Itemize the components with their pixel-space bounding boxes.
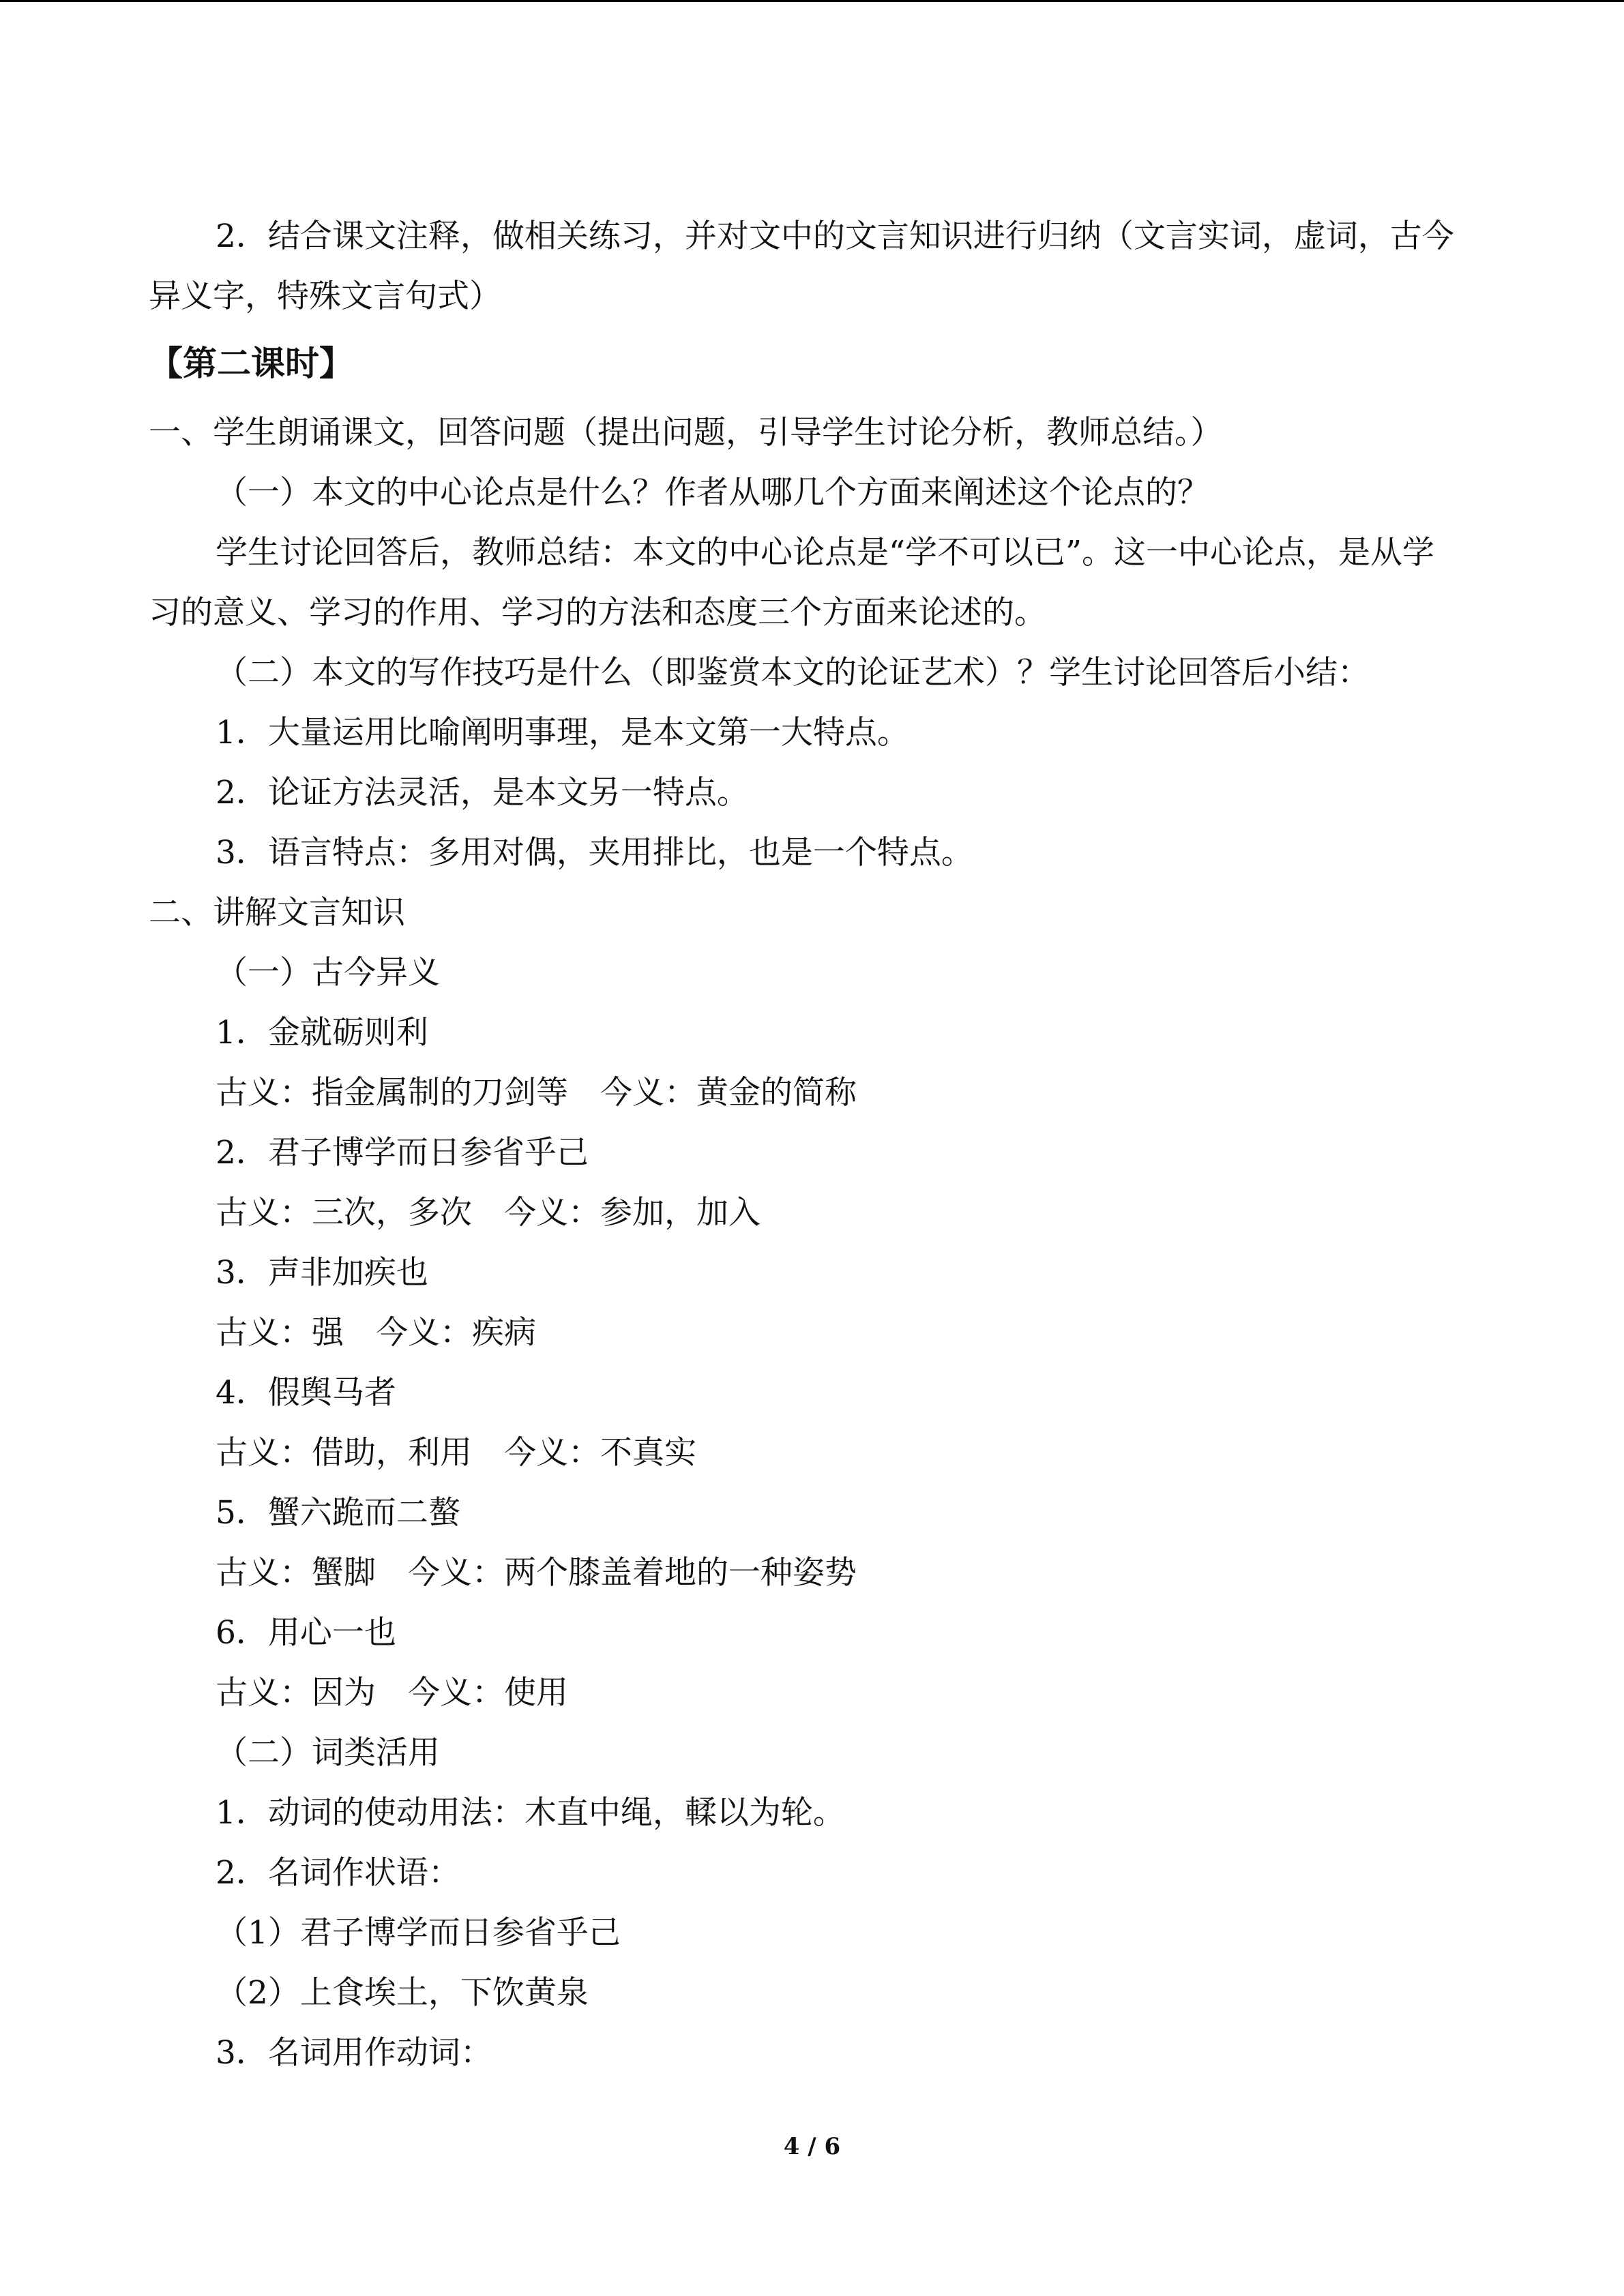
page-content bbox=[149, 207, 1475, 2083]
word-item-gloss: 古义：指金属制的刀剑等 今义：黄金的简称 bbox=[216, 1074, 857, 1112]
intro-line-1: 2．结合课文注释，做相关练习，并对文中的文言知识进行归纳（文言实词，虚词，古今 bbox=[216, 218, 1454, 255]
intro-line-2: 异义字，特殊文言句式） bbox=[149, 278, 501, 315]
word-item-head: 1．金就砺则利 bbox=[216, 1014, 428, 1052]
word-item-gloss: 古义：蟹脚 今义：两个膝盖着地的一种姿势 bbox=[216, 1554, 857, 1592]
question-1: （一）本文的中心论点是什么？作者从哪几个方面来阐述这个论点的？ bbox=[216, 474, 1209, 511]
word-item-gloss: 古义：三次，多次 今义：参加，加入 bbox=[216, 1194, 761, 1232]
usage-item: 1．动词的使动用法：木直中绳，輮以为轮。 bbox=[216, 1794, 845, 1832]
word-item-gloss: 古义：因为 今义：使用 bbox=[216, 1674, 568, 1712]
question-2: （二）本文的写作技巧是什么（即鉴赏本文的论证艺术）？学生讨论回答后小结： bbox=[216, 654, 1370, 691]
word-item-head: 3．声非加疾也 bbox=[216, 1254, 428, 1292]
point-item: 2．论证方法灵活，是本文另一特点。 bbox=[216, 774, 749, 811]
page-number: 4 / 6 bbox=[783, 2133, 841, 2160]
section2-title: 二、讲解文言知识 bbox=[149, 894, 405, 931]
point-item: 3．语言特点：多用对偶，夹用排比，也是一个特点。 bbox=[216, 834, 973, 871]
section1-title: 一、学生朗诵课文，回答问题（提出问题，引导学生讨论分析，教师总结。） bbox=[149, 414, 1223, 451]
word-item-head: 2．君子博学而日参省乎己 bbox=[216, 1134, 589, 1172]
usage-item: （2）上食埃土，下饮黄泉 bbox=[216, 1974, 589, 2012]
answer-1-line-1: 学生讨论回答后，教师总结：本文的中心论点是“学不可以已”。这一中心论点，是从学 bbox=[216, 534, 1435, 571]
usage-item: 3．名词用作动词： bbox=[216, 2034, 492, 2072]
word-item-gloss: 古义：强 今义：疾病 bbox=[216, 1314, 536, 1352]
word-item-head: 5．蟹六跪而二螯 bbox=[216, 1494, 460, 1532]
word-item-head: 6．用心一也 bbox=[216, 1614, 396, 1652]
word-item-gloss: 古义：借助，利用 今义：不真实 bbox=[216, 1434, 696, 1472]
subsection-2-title: （二）词类活用 bbox=[216, 1734, 440, 1772]
lesson-heading: 【第二课时】 bbox=[149, 344, 353, 383]
word-item-head: 4．假舆马者 bbox=[216, 1374, 396, 1412]
usage-item: （1）君子博学而日参省乎己 bbox=[216, 1914, 621, 1952]
point-item: 1．大量运用比喻阐明事理，是本文第一大特点。 bbox=[216, 714, 909, 751]
usage-item: 2．名词作状语： bbox=[216, 1854, 460, 1892]
answer-1-line-2: 习的意义、学习的作用、学习的方法和态度三个方面来论述的。 bbox=[149, 594, 1046, 631]
subsection-1-title: （一）古今异义 bbox=[216, 954, 440, 992]
